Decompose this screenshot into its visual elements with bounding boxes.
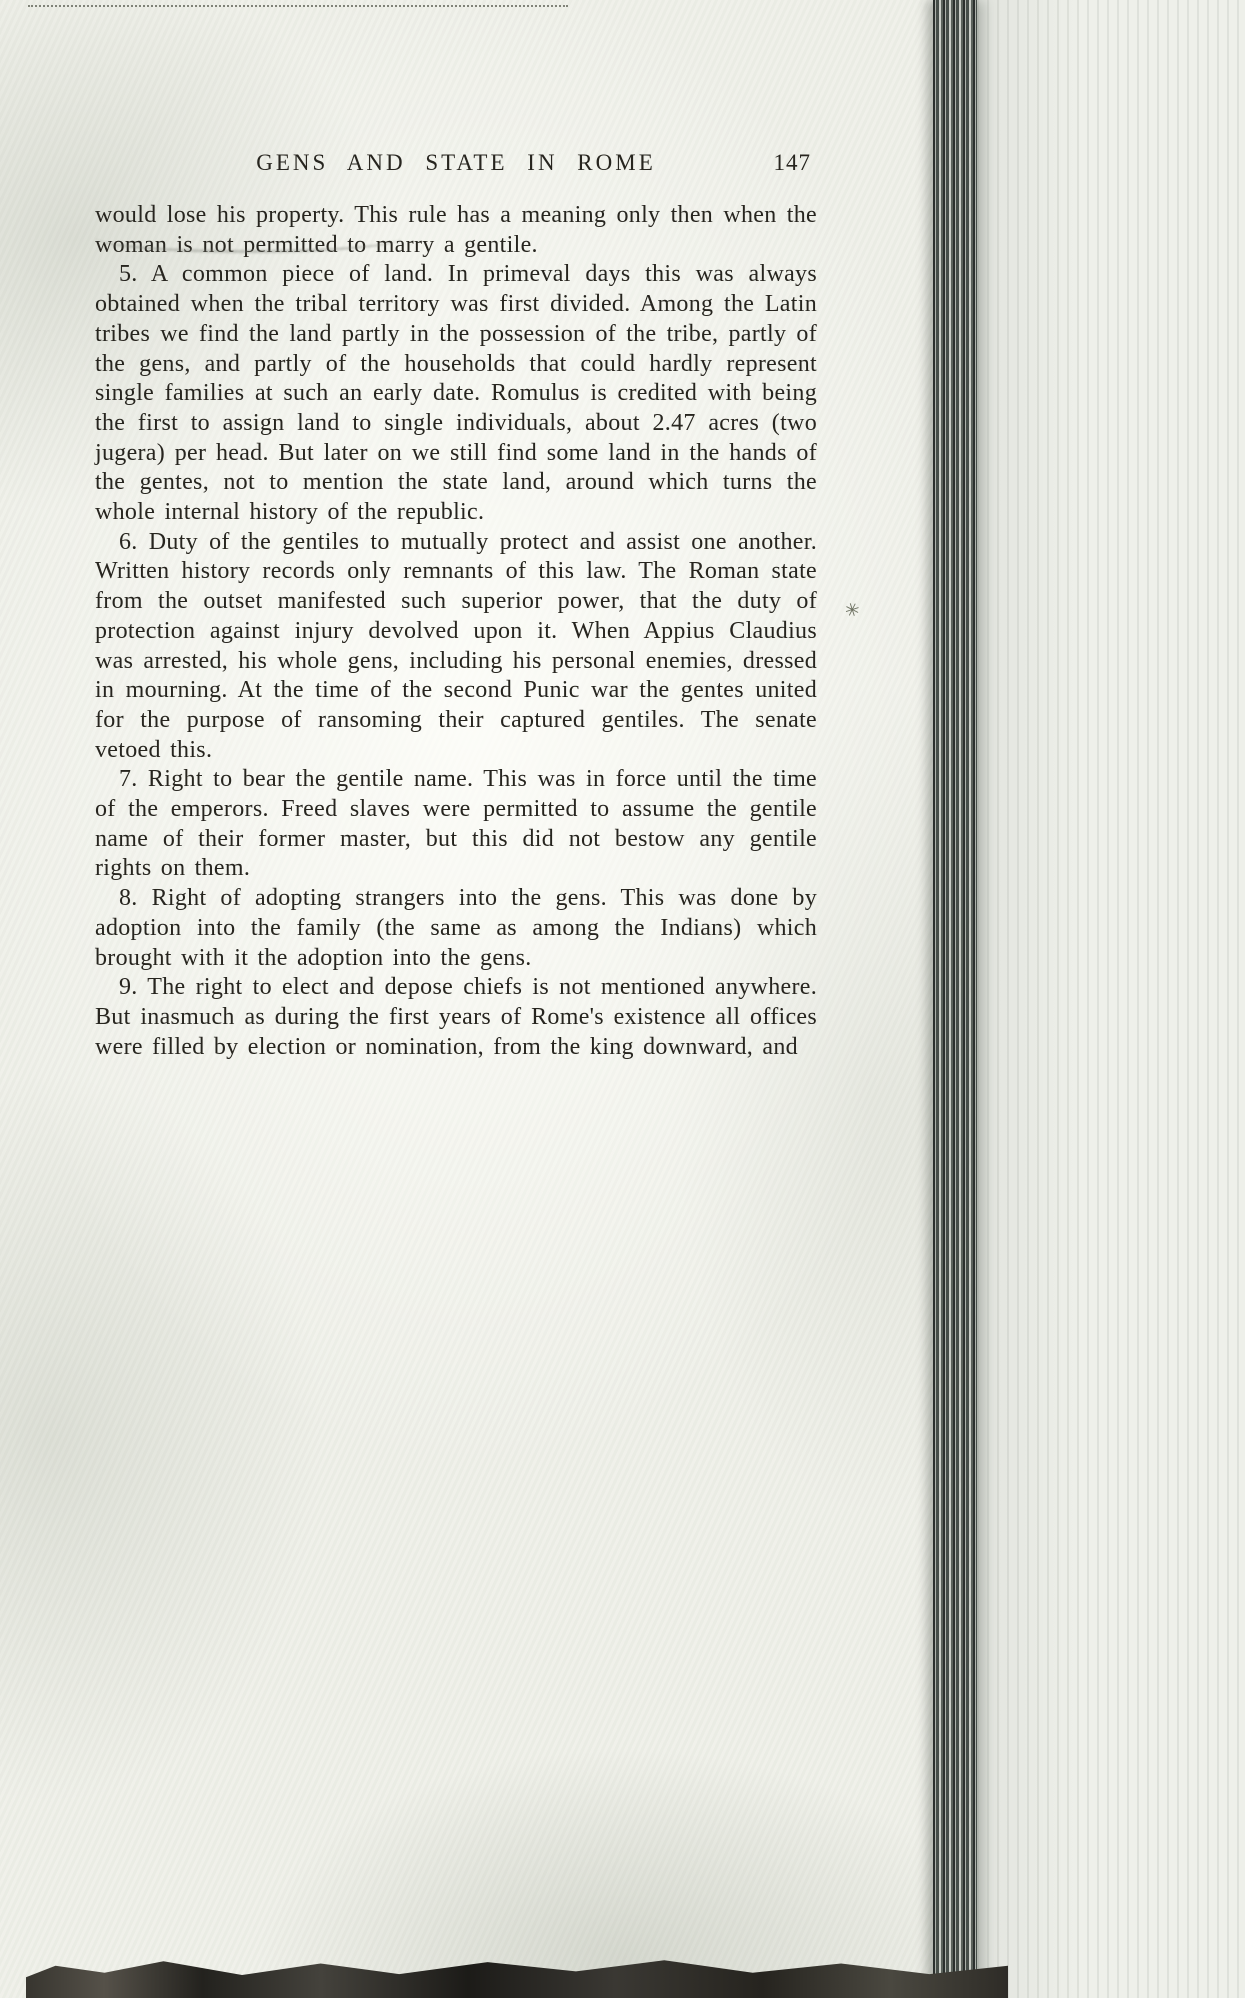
body-text <box>95 201 817 1062</box>
book-spine-edge <box>933 0 977 1998</box>
page-header <box>95 150 817 176</box>
paragraph: 7. Right to bear the gentile name. This was in force until the time of the emperors. Freed slaves were permitted to assume the gentile name of their former master, but this did not bestow any gentile rights on them. <box>95 766 817 882</box>
bottom-page-edge <box>26 1952 1008 1998</box>
paragraph: 8. Right of adopting strangers into the gens. This was done by adoption into the family (the same as among the Indians) which brought with it the adoption into the gens. <box>95 885 817 971</box>
scan-right-margin <box>977 0 1245 1998</box>
scan-artifact-top-line <box>28 5 568 7</box>
paragraph: would lose his property. This rule has a meaning only then when the woman is not permitted to marry a gentile. <box>95 202 817 258</box>
paragraph: 9. The right to elect and depose chiefs is not mentioned anywhere. But inasmuch as during the first years of Rome's existence all offices were filled by election or nomination, from the king downward, and <box>95 974 817 1060</box>
page-content <box>95 150 817 1062</box>
page-title: GENS AND STATE IN ROME <box>256 150 656 175</box>
paragraph: 5. A common piece of land. In primeval days this was always obtained when the tribal territory was first divided. Among the Latin tribes we find the land partly in the possession of the tribe, partly of the gens, and partly of the households that could hardly represent single families at such an early date. Romulus is credited with being the first to assign land to single individuals, about 2.47 acres (two jugera) per head. But later on we still find some land in the hands of the gentes, not to mention the state land, around which turns the whole internal history of the republic. <box>95 261 817 526</box>
paragraph: 6. Duty of the gentiles to mutually protect and assist one another. Written history records only remnants of this law. The Roman state from the outset manifested such superior power, that the duty of protection against injury devolved upon it. When Appius Claudius was arrested, his whole gens, including his personal enemies, dressed in mourning. At the time of the second Punic war the gentes united for the purpose of ransoming their captured gentiles. The senate vetoed this. <box>95 528 817 763</box>
page-number: 147 <box>773 150 811 175</box>
margin-mark: ✳ <box>842 598 863 623</box>
